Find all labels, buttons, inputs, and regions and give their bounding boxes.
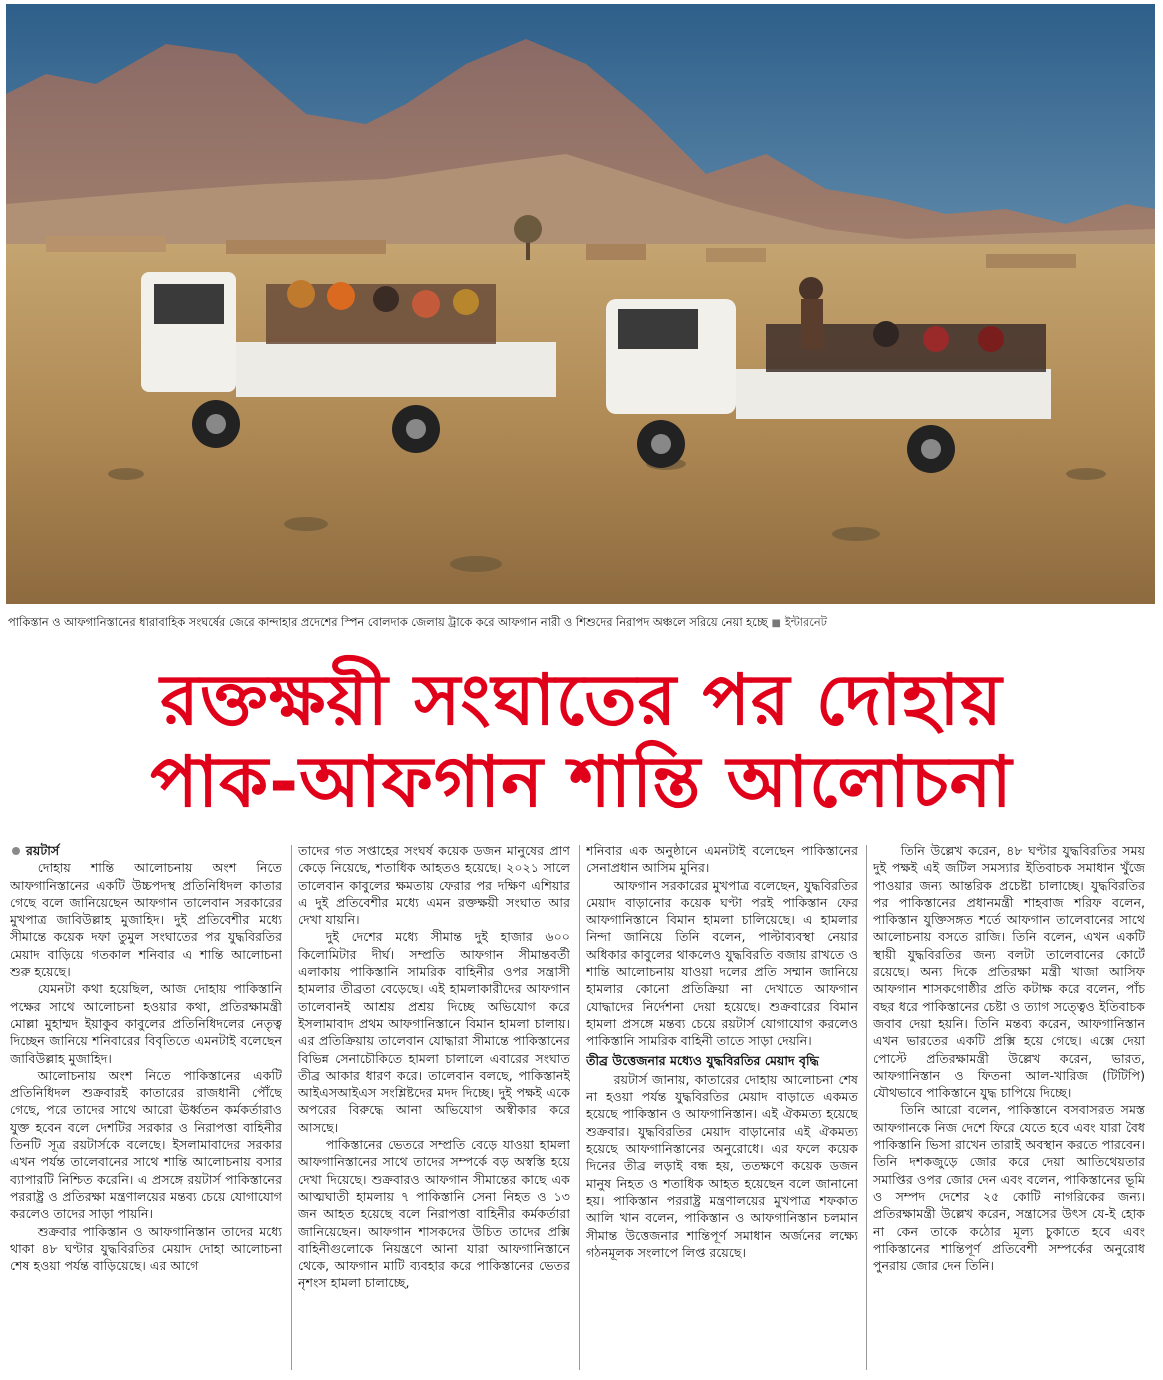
column-divider xyxy=(291,845,292,1370)
paragraph: তিনি উল্লেখ করেন, ৪৮ ঘণ্টার যুদ্ধবিরতির সময় দুই পক্ষই এই জটিল সমস্যার ইতিবাচক সমাধান খুঁজে পাওয়ার জন্য আন্তরিক প্রচেষ্টা চালাচ্ছে। যুদ্ধবিরতির পর পাকিস্তানের প্রধানমন্ত্রী শাহবাজ শরিফ বলেন, পাকিস্তান যুক্তিসঙ্গত শর্তে আফগান তালেবানের সাথে আলোচনায় বসতে রাজি। তিনি বলেন, এখন একটি স্থায়ী যুদ্ধবিরতির জন্য বলটা তালেবানের কোর্টে রয়েছে। অন্য দিকে প্রতিরক্ষা মন্ত্রী খাজা আসিফ আফগান শাসকগোষ্ঠীর প্রতি কটাক্ষ করে বলেন, পাঁচ বছর ধরে পাকিস্তানের চেষ্টা ও ত্যাগ সত্ত্বেও ইতিবাচক জবাব দেয়া হয়নি। তিনি মন্তব্য করেন, আফগানিস্তান এখন ভারতের একটি প্রক্সি হয়ে গেছে। এক্সে দেয়া পোস্টে প্রতিরক্ষামন্ত্রী উল্লেখ করেন, ভারত, আফগানিস্তান ও ফিতনা আল-খারিজ (টিটিপি) যৌথভাবে পাকিস্তানে যুদ্ধ চাপিয়ে দিচ্ছে। xyxy=(873,843,1145,1101)
headline-line-1: রক্তক্ষয়ী সংঘাতের পর দোহায় xyxy=(160,659,1003,741)
paragraph: শুক্রবার পাকিস্তান ও আফগানিস্তান তাদের মধ্যে থাকা ৪৮ ঘণ্টার যুদ্ধবিরতির মেয়াদ দোহা আলোচনা শেষ হওয়া পর্যন্ত বাড়িয়েছে। এর আগে xyxy=(10,1223,282,1274)
paragraph: শনিবার এক অনুষ্ঠানে এমনটাই বলেছেন পাকিস্তানের সেনাপ্রধান আসিম মুনির। xyxy=(586,843,858,876)
headline-line-2: পাক-আফগান শান্তি আলোচনা xyxy=(150,741,1013,823)
photo-trucks-desert-icon xyxy=(6,4,1155,604)
article-column-2 xyxy=(298,842,570,1376)
column-divider xyxy=(579,845,580,1370)
paragraph: তাদের গত সপ্তাহের সংঘর্ষ কয়েক ডজন মানুষের প্রাণ কেড়ে নিয়েছে, শতাধিক আহতও হয়েছে। ২০২১ সালে তালেবান কাবুলের ক্ষমতায় ফেরার পর দক্ষিণ এশিয়ার এ দুই প্রতিবেশীর মধ্যে এমন রক্তক্ষয়ী সংঘাত আর দেখা যায়নি। xyxy=(298,843,570,928)
article-column-3 xyxy=(586,842,858,1376)
caption-separator: ■ xyxy=(771,618,781,629)
photo-caption xyxy=(8,612,1158,632)
paragraph: আফগান সরকারের মুখপাত্র বলেছেন, যুদ্ধবিরতির মেয়াদ বাড়ানোর কয়েক ঘণ্টা পরই পাকিস্তান ফের আফগানিস্তানে বিমান হামলা চালিয়েছে। এ হামলার নিন্দা জানিয়ে তিনি বলেন, পাল্টাব্যবস্থা নেয়ার অধিকার কাবুলের থাকলেও যুদ্ধবিরতি বজায় রাখতে ও শান্তি আলোচনায় যাওয়া দলের প্রতি সম্মান জানিয়ে হামলার কোনো প্রতিক্রিয়া না দেখাতে আফগান যোদ্ধাদের নির্দেশনা দেয়া হয়েছে। শুক্রবারের বিমান হামলা প্রসঙ্গে মন্তব্য চেয়ে রয়টার্স যোগাযোগ করলেও পাকিস্তানি সামরিক বাহিনী তাতে সাড়া দেয়নি। xyxy=(586,877,858,1049)
paragraph: তিনি আরো বলেন, পাকিস্তানে বসবাসরত সমস্ত আফগানকে নিজ দেশে ফিরে যেতে হবে এবং যারা বৈধ পাকিস্তানি ভিসা রাখেন তারাই অবস্থান করতে পারবেন। তিনি দশকজুড়ে জোর করে দেয়া আতিথেয়তার সমাপ্তির ওপর জোর দেন এবং বলেন, পাকিস্তানের ভূমি ও সম্পদ দেশের ২৫ কোটি নাগরিকের জন্য। প্রতিরক্ষামন্ত্রী উল্লেখ করেন, সন্ত্রাসের উৎস যে-ই হোক না কেন তাকে কঠোর মূল্য চুকাতে হবে এবং পাকিস্তানের শান্তিপূর্ণ প্রতিবেশী সম্পর্কের অনুরোধ পুনরায় জোর দেন তিনি। xyxy=(873,1102,1145,1274)
column-divider xyxy=(866,845,867,1370)
news-photo xyxy=(6,4,1155,604)
caption-text: পাকিস্তান ও আফগানিস্তানের ধারাবাহিক সংঘর্ষের জেরে কান্দাহার প্রদেশের স্পিন বোলদাক জেলায় ট্রাকে করে আফগান নারী ও শিশুদের নিরাপদ অঞ্চলে সরিয়ে নেয়া হচ্ছে xyxy=(8,615,768,629)
paragraph: যেমনটা কথা হয়েছিল, আজ দোহায় পাকিস্তানি পক্ষের সাথে আলোচনা হওয়ার কথা, প্রতিরক্ষামন্ত্রী মোল্লা মুহাম্মদ ইয়াকুব কাবুলের প্রতিনিধিদলের নেতৃত্ব দিচ্ছেন জানিয়ে শনিবারের বিবৃতিতে এমনটাই বলেছেন জাবিউল্লাহ মুজাহিদ। xyxy=(10,981,282,1066)
paragraph: পাকিস্তানের ভেতরে সম্প্রতি বেড়ে যাওয়া হামলা আফগানিস্তানের সাথে তাদের সম্পর্কে বড় অস্বস্তি হয়ে দেখা দিয়েছে। শুক্রবারও আফগান সীমান্তের কাছে এক আত্মঘাতী হামলায় ৭ পাকিস্তানি সেনা নিহত ও ১৩ জন আহত হয়েছে বলে নিরাপত্তা বাহিনীর কর্মকর্তারা জানিয়েছেন। আফগান শাসকদের উচিত তাদের প্রক্সি বাহিনীগুলোকে নিয়ন্ত্রণে আনা যারা আফগানিস্তানে থেকে, আফগান মাটি ব্যবহার করে পাকিস্তানের ভেতর নৃশংস হামলা চালাচ্ছে, xyxy=(298,1137,570,1291)
byline-text: রয়টার্স xyxy=(26,843,60,858)
photo-credit: ইন্টারনেট xyxy=(784,615,827,629)
bullet-dot-icon xyxy=(12,847,20,855)
byline xyxy=(10,842,282,859)
paragraph: দুই দেশের মধ্যে সীমান্ত দুই হাজার ৬০০ কিলোমিটার দীর্ঘ। সম্প্রতি আফগান সীমান্তবর্তী এলাকায় পাকিস্তানি সামরিক বাহিনীর ওপর সন্ত্রাসী হামলার তীব্রতা বেড়েছে। এই হামলাকারীদের আফগান তালেবানই আশ্রয় প্রশ্রয় দিচ্ছে অভিযোগ করে ইসলামাবাদ প্রথম আফগানিস্তানে বিমান হামলা চালায়। এর প্রতিক্রিয়ায় তালেবান যোদ্ধারা সীমান্তে পাকিস্তানের বিভিন্ন সেনাচৌকিতে হামলা চালালে এবারের সংঘাত তীব্র আকার ধারণ করে। তালেবান বলছে, পাকিস্তানই আইএসআইএস সংশ্লিষ্টদের মদদ দিচ্ছে। দুই পক্ষই একে অপরের বিরুদ্ধে আনা অভিযোগ অস্বীকার করে আসছে। xyxy=(298,929,570,1135)
article-column-1 xyxy=(10,842,282,1376)
paragraph: আলোচনায় অংশ নিতে পাকিস্তানের একটি প্রতিনিধিদল শুক্রবারই কাতারের রাজধানী পৌঁছে গেছে, পরে তাদের সাথে আরো ঊর্ধ্বতন কর্মকর্তারাও যুক্ত হবেন বলে দেশটির সরকার ও নিরাপত্তা বাহিনীর তিনটি সূত্র রয়টার্সকে বলেছে। ইসলামাবাদের সরকার এখন পর্যন্ত তালেবানের সাথে শান্তি আলোচনায় বসার ব্যাপারটি নিশ্চিত করেনি। এ প্রসঙ্গে রয়টার্স পাকিস্তানের পররাষ্ট্র ও প্রতিরক্ষা মন্ত্রণালয়ের মন্তব্য চেয়ে যোগাযোগ করলেও তাদের সাড়া পায়নি। xyxy=(10,1067,282,1222)
article-subhead: তীব্র উত্তেজনার মধ্যেও যুদ্ধবিরতির মেয়াদ বৃদ্ধি xyxy=(586,1052,819,1068)
paragraph: দোহায় শান্তি আলোচনায় অংশ নিতে আফগানিস্তানের একটি উচ্চপদস্থ প্রতিনিধিদল কাতার গেছে বলে জানিয়েছেন আফগান তালেবান সরকারের মুখপাত্র জাবিউল্লাহ মুজাহিদ। দুই প্রতিবেশীর মধ্যে সীমান্তে কয়েক দফা তুমুল সংঘাতের পর যুদ্ধবিরতির মেয়াদ বাড়িয়ে গতকাল শনিবার এ শান্তি আলোচনা শুরু হয়েছে। xyxy=(10,860,282,980)
paragraph: রয়টার্স জানায়, কাতারের দোহায় আলোচনা শেষ না হওয়া পর্যন্ত যুদ্ধবিরতির মেয়াদ বাড়াতে একমত হয়েছে পাকিস্তান ও আফগানিস্তান। এই ঐকমত্য হয়েছে শুক্রবার। যুদ্ধবিরতির মেয়াদ বাড়ানোর এই ঐকমত্য হয়েছে আফগানিস্তানের অনুরোধে। এর ফলে কয়েক দিনের তীব্র লড়াই বন্ধ হয়, ততক্ষণে কয়েক ডজন মানুষ নিহত ও শতাধিক আহত হয়েছেন বলে জানানো হয়। পাকিস্তান পররাষ্ট্র মন্ত্রণালয়ের মুখপাত্র শফকাত আলি খান বলেন, পাকিস্তান ও আফগানিস্তান চলমান সীমান্ত উত্তেজনার শান্তিপূর্ণ সমাধান অর্জনের লক্ষ্যে গঠনমূলক সংলাপে লিপ্ত রয়েছে। xyxy=(586,1071,858,1260)
article-column-4 xyxy=(873,842,1145,1376)
